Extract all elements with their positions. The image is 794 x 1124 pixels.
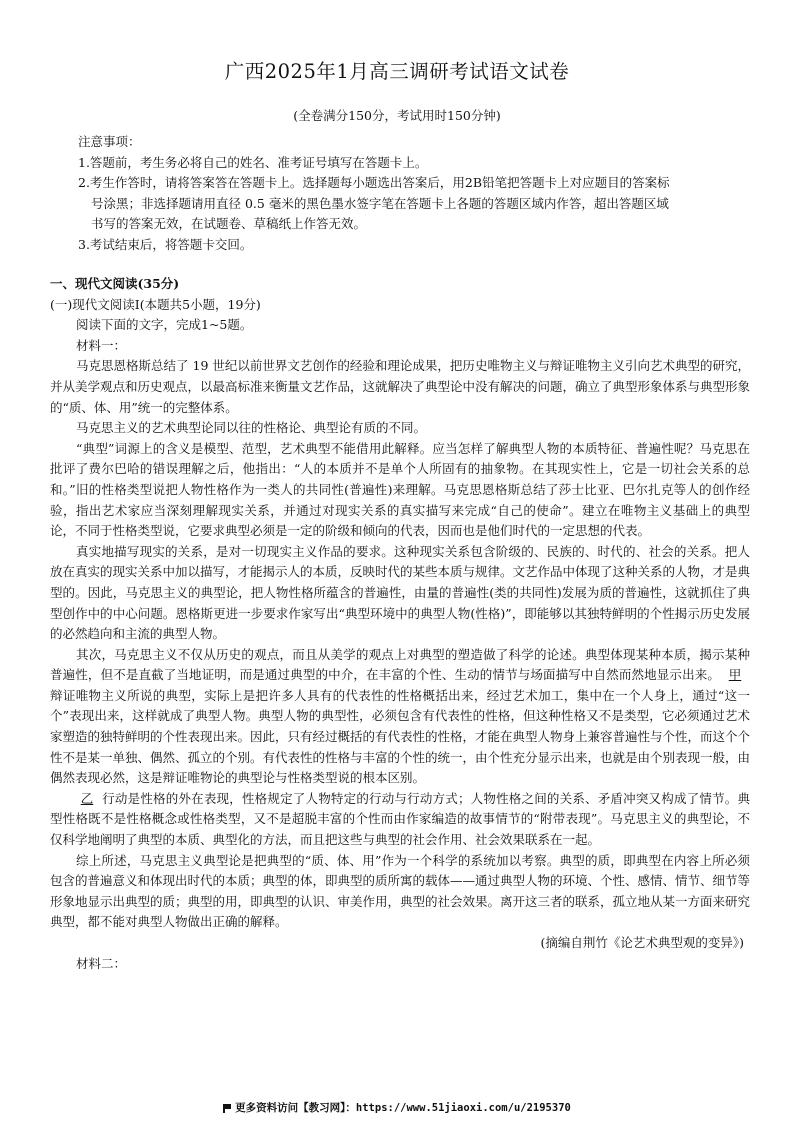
notice-section [78,132,744,255]
notice-item-line: 2.考生作答时，请将答案答在答题卡上。选择题每小题选出答案后，用2B铅笔把答题卡上对应题目的答案标 [78,175,670,190]
blank-yi: 乙 [80,790,94,806]
material-label: 材料二： [76,955,127,971]
paragraph [50,789,750,851]
notice-item-line: 号涂黑；非选择题请用直径 0.5 毫米的黑色墨水签字笔在答题卡上各题的答题区域内作答，超出答题区域 [91,195,669,211]
instruction: 阅读下面的文字，完成1~5题。 [76,317,253,333]
paragraph-text: 辩证唯物主义所说的典型，实际上是把许多人具有的代表性的性格概括出来，经过艺术加工，集中在一个人身上，通过“这一个”表现出来，这样就成了典型人物。典型人物的典型性，必须包含有代表性的性格，但这种性格又不是类型，它必须通过艺术家塑造的独特鲜明的个性表现出来。因此，只有经过概括的有代表性的性格，才能在典型人物身上兼容普遍性与个性，而这个个性不是某一单独、偶然、孤立的个别。有代表性的性格与丰富的个性的统一，由个性充分显示出来，也就是由个别表现一般，由偶然表现必然，这是辩证唯物论的典型论与性格类型说的根本区别。 [50,687,751,786]
notice-item-line: 书写的答案无效，在试题卷、草稿纸上作答无效。 [91,216,367,231]
paragraph: 综上所述，马克思主义典型论是把典型的“质、体、用”作为一个科学的系统加以考察。典型的质，即典型在内容上所必须包含的普遍意义和体现出时代的本质；典型的体，即典型的质所寓的载体——通过典型人物的环境、个性、感情、情节、细节等形象地显示出典型的质；典型的用，即典型的认识、审美作用，典型的社会效果。离开这三者的联系，孤立地从某一方面来研究典型，都不能对典型人物做出正确的解释。 [50,852,751,930]
reading-section [50,274,750,974]
paragraph: “典型”词源上的含义是模型、范型，艺术典型不能借用此解释。应当怎样了解典型人物的本质特征、普遍性呢？马克思在批评了费尔巴哈的错误理解之后，他指出：“人的本质并不是单个人所固有的抽象物。在其现实性上，它是一切社会关系的总和。”旧的性格类型说把人物性格作为一类人的共同性(普遍性)来理解。马克思恩格斯总结了莎士比亚、巴尔扎克等人的创作经验，指出艺术家应当深刻理解现实关系，并通过对现实关系的真实描写来完成“自己的使命”。建立在唯物主义基础上的典型论，不同于性格类型说，它要求典型必须是一定的阶级和倾向的代表，因而也是他们时代的一定思想的代表。 [50,440,750,539]
flag-icon [223,1104,231,1112]
paragraph-text: 行动是性格的外在表现，性格规定了人物特定的行动与行动方式；人物性格之间的关系、矛盾冲突又构成了情节。典型性格既不是性格概念或性格类型，又不是超脱丰富的个性而由作家编造的故事情节的“附带表现”。马克思主义的典型论，不仅科学地阐明了典型的本质、典型化的方法，而且把这些与典型的社会作用、社会效果联系在一起。 [50,790,750,848]
section-heading: 一、现代文阅读(35分) [50,276,180,291]
paragraph: 马克思恩格斯总结了 19 世纪以前世界文艺创作的经验和理论成果，把历史唯物主义与辩证唯物主义引向艺术典型的研究，并从美学观点和历史观点，以最高标准来衡量文艺作品，这就解决了典型论中没有解决的问题，确立了典型形象体系与典型形象的“质、体、用”统一的完整体系。 [50,358,751,415]
paragraph-text: 其次，马克思主义不仅从历史的观点，而且从美学的观点上对典型的塑造做了科学的论述。典型体现某种本质，揭示某种普遍性，但不是直截了当地证明，而是通过典型的中介，在丰富的个性、生动的情节与场面描写中自然而然地显示出来。 [50,646,750,683]
footer-link[interactable] [0,1100,794,1115]
footer-text: 更多资料访问【教习网】：https://www.51jiaoxi.com/u/2195370 [235,1102,571,1114]
blank-jia: 甲 [728,667,742,683]
notice-item [78,173,744,235]
material-label: 材料一： [76,337,127,353]
paragraph: 真实地描写现实的关系，是对一切现实主义作品的要求。这种现实关系包含阶级的、民族的、时代的、社会的关系。把人放在真实的现实关系中加以描写，才能揭示人的本质，反映时代的某些本质与规律。文艺作品中体现了这种关系的人物，才是典型的。因此，马克思主义的典型论，把人物性格所蕴含的普遍性，由量的普遍性(类的共同性)发展为质的普遍性，这就抓住了典型创作中的中心问题。恩格斯更进一步要求作家写出“典型环境中的典型人物(性格)”，即能够以其独特鲜明的个性揭示历史发展的必然趋向和主流的典型人物。 [50,543,751,642]
subsection-heading: (一)现代文阅读Ⅰ(本题共5小题，19分) [50,296,261,312]
exam-info: (全卷满分150分，考试用时150分钟) [293,108,501,123]
paragraph [50,645,750,789]
source-citation: (摘编自荆竹《论艺术典型观的变异》) [540,935,744,950]
notice-item: 1.答题前，考生务必将自己的姓名、准考证号填写在答题卡上。 [78,154,428,170]
notice-item: 3.考试结束后，将答题卡交回。 [78,236,253,252]
page-title: 广西2025年1月高三调研考试语文试卷 [224,60,570,83]
paragraph: 马克思主义的艺术典型论同以往的性格论、典型论有质的不同。 [76,420,427,436]
notice-heading: 注意事项： [78,134,141,149]
